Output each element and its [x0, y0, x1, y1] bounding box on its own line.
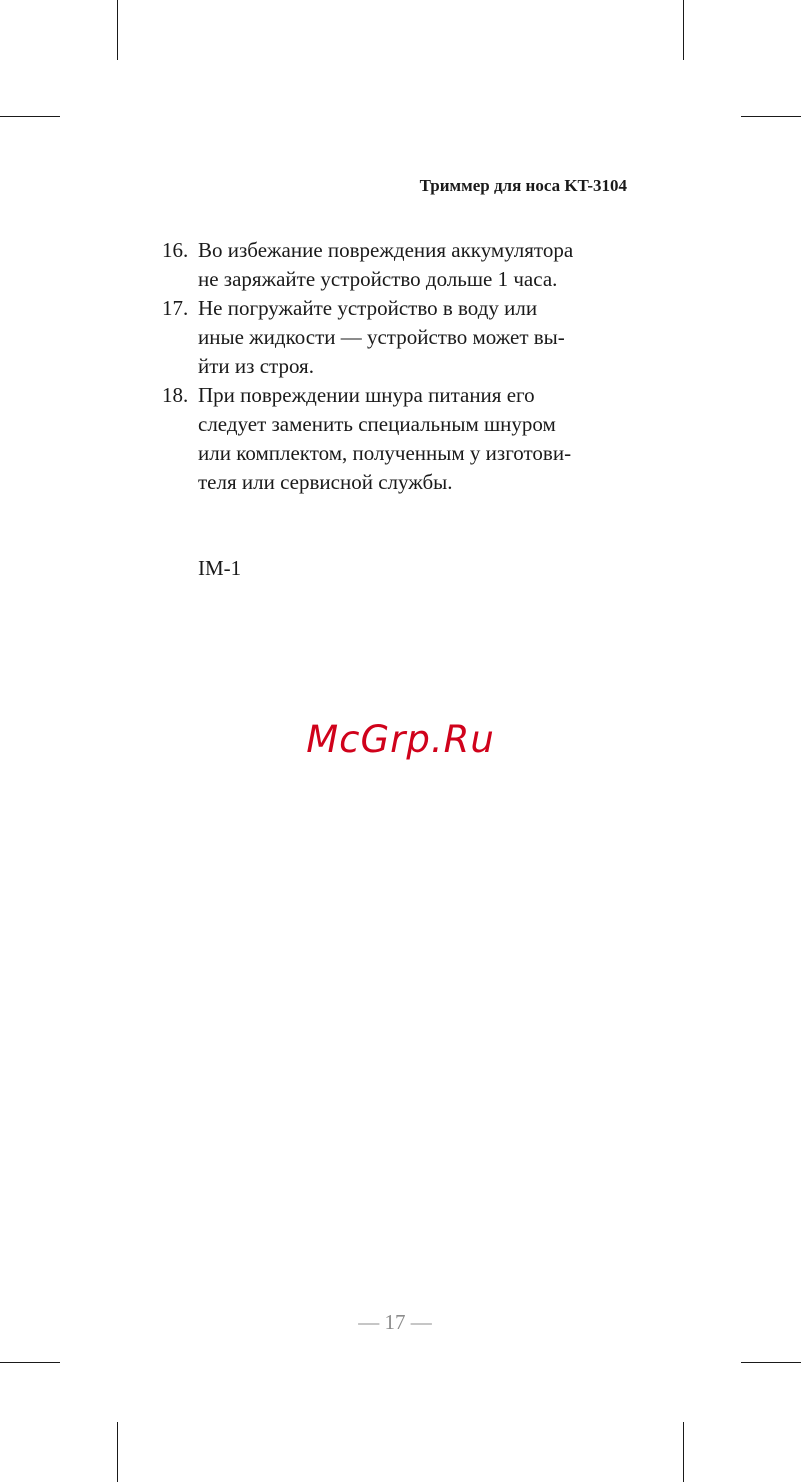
crop-mark-bottom-right-vertical	[683, 1422, 684, 1482]
item-text-line: иные жидкости — устройство может вы-	[198, 325, 565, 349]
item-text-line: следует заменить специальным шнуром	[198, 412, 556, 436]
item-text-line: теля или сервисной службы.	[198, 470, 453, 494]
crop-mark-bottom-left-vertical	[117, 1422, 118, 1482]
crop-mark-top-left-vertical	[117, 0, 118, 60]
watermark-logo: McGrp.Ru	[306, 718, 495, 761]
item-number: 16.	[162, 238, 189, 262]
list-item	[162, 381, 642, 497]
item-text-line: Во избежание повреждения аккумулятора	[198, 238, 574, 262]
item-number: 18.	[162, 383, 189, 407]
item-text-line: не заряжайте устройство дольше 1 часа.	[198, 267, 558, 291]
page-header-title: Триммер для носа KT-3104	[419, 176, 627, 195]
item-text-line: или комплектом, полученным у изготови-	[198, 441, 572, 465]
list-item	[162, 236, 642, 294]
document-code: IM-1	[198, 556, 242, 580]
crop-mark-bottom-right-horizontal	[741, 1362, 801, 1363]
crop-mark-top-right-horizontal	[741, 116, 801, 117]
instructions-list	[162, 236, 642, 497]
crop-mark-top-left-horizontal	[0, 116, 60, 117]
list-item	[162, 294, 642, 381]
item-text-line: Не погружайте устройство в воду или	[198, 296, 538, 320]
item-text-line: йти из строя.	[198, 354, 314, 378]
item-text-line: При повреждении шнура питания его	[198, 383, 535, 407]
crop-mark-top-right-vertical	[683, 0, 684, 60]
crop-mark-bottom-left-horizontal	[0, 1362, 60, 1363]
page-number: — 17 —	[358, 1310, 432, 1334]
item-number: 17.	[162, 296, 189, 320]
